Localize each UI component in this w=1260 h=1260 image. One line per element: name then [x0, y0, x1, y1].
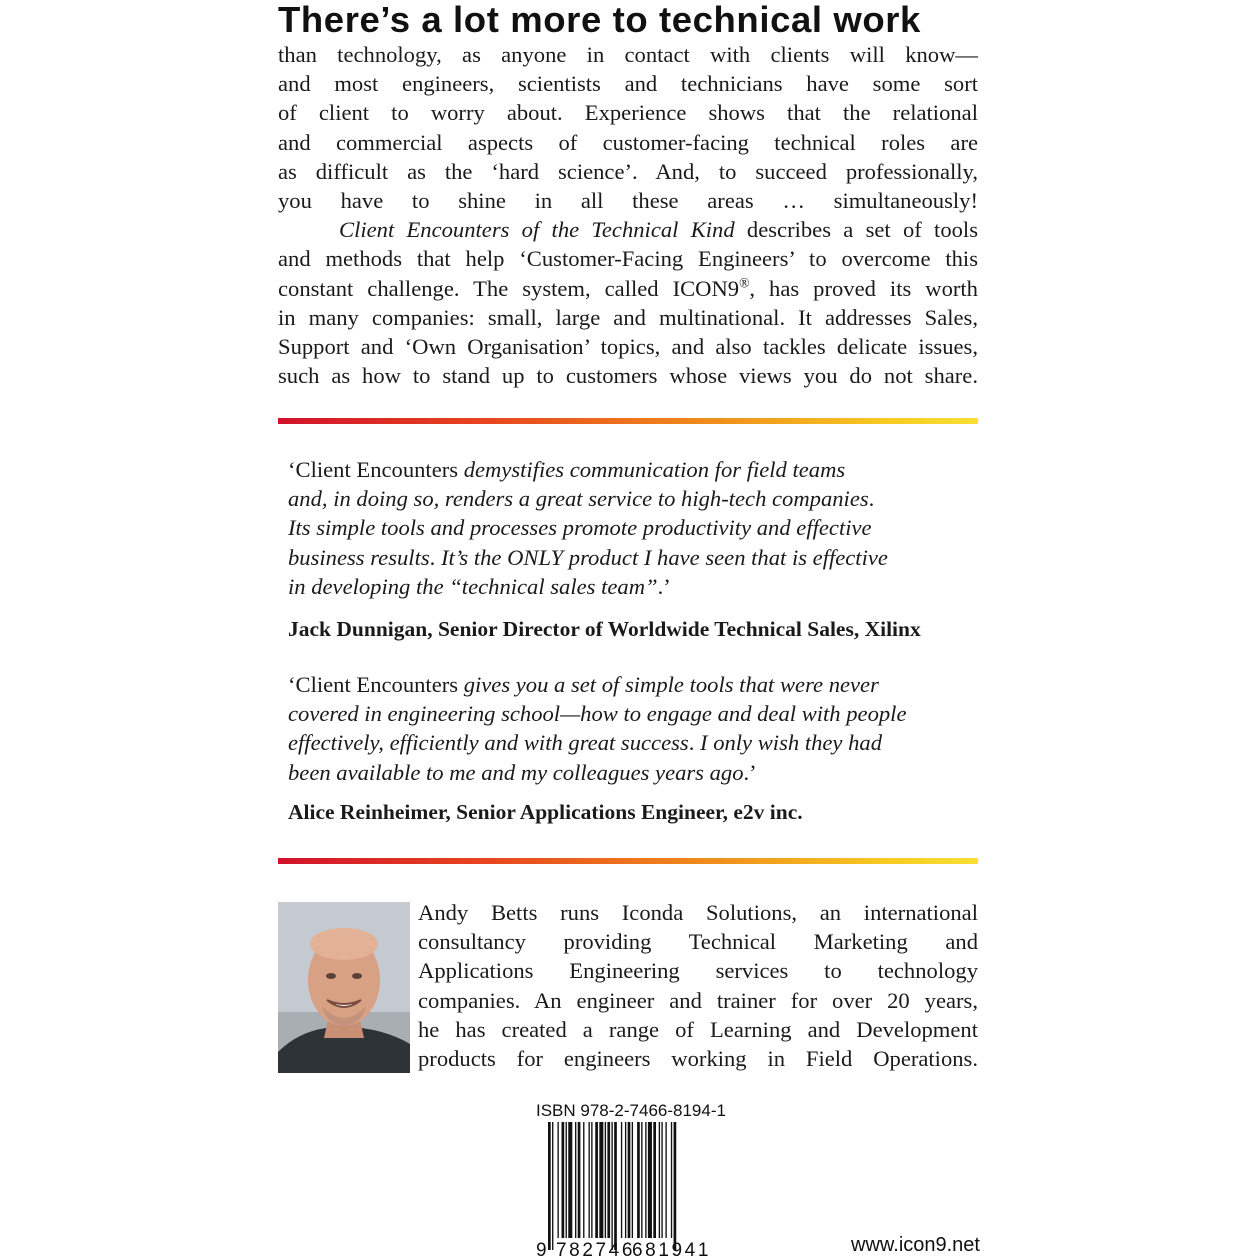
- testimonial-attribution-1: Jack Dunnigan, Senior Director of Worldwide Technical Sales, Xilinx: [288, 617, 921, 641]
- intro-text-run: describes a set of tools: [734, 217, 978, 243]
- intro-text-run: constant challenge. The system, called ICON9: [278, 275, 740, 301]
- barcode-bar: [562, 1122, 565, 1238]
- bio-line: companies. An engineer and trainer for over 20 years,: [418, 987, 978, 1013]
- barcode-bar: [575, 1122, 576, 1238]
- bio-line: Applications Engineering services to technology: [418, 958, 978, 984]
- barcode-bar: [661, 1122, 662, 1238]
- intro-line: you have to shine in all these areas … simultaneously!: [278, 188, 978, 214]
- headline: There’s a lot more to technical work: [278, 0, 921, 40]
- quote-punct: .: [429, 544, 436, 570]
- author-photo-illustration: [278, 902, 410, 1073]
- barcode-bar: [671, 1122, 672, 1238]
- intro-text: [278, 40, 978, 390]
- quote-open: ‘Client Encounters: [288, 672, 464, 697]
- gradient-rule-bottom: [278, 858, 978, 864]
- barcode-bar: [611, 1122, 612, 1250]
- quote-line: [288, 484, 978, 513]
- intro-line: and methods that help ‘Customer-Facing Engineers’ to overcome this: [278, 246, 978, 272]
- barcode-bar: [653, 1122, 656, 1238]
- quote-line: [288, 728, 978, 757]
- website-url: www.icon9.net: [851, 1234, 980, 1256]
- author-bio: [418, 898, 978, 1073]
- barcode-bar: [607, 1122, 610, 1238]
- bio-line: products for engineers working in Field Operations.: [418, 1046, 978, 1072]
- quote-open: ‘Client Encounters: [288, 457, 464, 482]
- intro-line: and most engineers, scientists and technicians have some sort: [278, 71, 978, 97]
- quote-text: covered in engineering school—how to engage and deal with people: [288, 701, 907, 727]
- barcode-bar: [665, 1122, 666, 1238]
- quote-text: demystifies communication for field teams: [463, 457, 846, 482]
- quote-punct: .: [688, 730, 695, 756]
- intro-line: and commercial aspects of customer-facing technical roles are: [278, 129, 978, 155]
- intro-line: [278, 215, 978, 244]
- barcode-bar: [648, 1122, 652, 1238]
- barcode-bar: [674, 1122, 677, 1250]
- bio-line: Andy Betts runs Iconda Solutions, an international: [418, 900, 978, 925]
- isbn-barcode: [534, 1122, 714, 1260]
- intro-line: as difficult as the ‘hard science’. And, to succeed professionally,: [278, 158, 978, 184]
- barcode-bar: [568, 1122, 572, 1238]
- quote-text: and, in doing so, renders a great service to high-tech companies: [288, 486, 869, 512]
- barcode-bars: [548, 1122, 676, 1250]
- quote-line: [288, 455, 978, 484]
- intro-line: such as how to stand up to customers whose views you do not share.: [278, 363, 978, 389]
- barcode-bar: [566, 1122, 567, 1238]
- barcode-bar: [548, 1122, 551, 1250]
- quote-line: [288, 513, 978, 542]
- quote-text: It’s the ONLY product I have seen that is effective: [440, 544, 888, 570]
- barcode-digits-right: 681941: [632, 1240, 712, 1260]
- quote-punct: .’: [657, 573, 671, 599]
- intro-line: in many companies: small, large and multinational. It addresses Sales,: [278, 304, 978, 330]
- quote-line: [288, 543, 978, 572]
- testimonial-quote-1: [288, 455, 978, 601]
- barcode-bar: [637, 1122, 640, 1238]
- bio-line: consultancy providing Technical Marketing and: [418, 929, 978, 955]
- barcode-bar: [578, 1122, 581, 1238]
- quote-line: [288, 758, 978, 787]
- barcode-digits-left: 782746: [556, 1240, 636, 1260]
- barcode-bar: [599, 1122, 603, 1238]
- quote-text: been available to me and my colleagues years ago: [288, 759, 744, 785]
- quote-text: business results: [288, 544, 430, 570]
- book-title: Client Encounters of the Technical Kind: [339, 217, 735, 243]
- testimonial-quote-2: [288, 670, 978, 787]
- barcode-bar: [557, 1122, 558, 1238]
- barcode-bar: [641, 1122, 642, 1238]
- barcode-bar: [614, 1122, 617, 1250]
- registered-mark: ®: [739, 275, 750, 291]
- barcode-bar: [625, 1122, 626, 1238]
- barcode-bar: [552, 1122, 553, 1250]
- quote-text: in developing the “technical sales team”: [288, 573, 658, 599]
- barcode-bar: [595, 1122, 598, 1238]
- intro-line: [278, 274, 978, 303]
- bio-line: he has created a range of Learning and Development: [418, 1016, 978, 1042]
- barcode-bar: [659, 1122, 660, 1238]
- quote-punct: .’: [743, 759, 757, 785]
- barcode-bar: [645, 1122, 646, 1238]
- barcode-bar: [621, 1122, 622, 1238]
- gradient-rule-top: [278, 418, 978, 424]
- quote-punct: .: [868, 486, 875, 512]
- quote-text: I only wish they had: [700, 730, 882, 756]
- barcode-bar: [605, 1122, 606, 1238]
- barcode-bar: [632, 1122, 633, 1238]
- author-photo: [278, 902, 410, 1073]
- quote-line: [288, 670, 978, 699]
- intro-text-run: , has proved its worth: [749, 275, 978, 301]
- barcode-bar: [628, 1122, 631, 1238]
- quote-line: [288, 699, 978, 728]
- barcode-bar: [591, 1122, 592, 1238]
- intro-line: of client to worry about. Experience shows that the relational: [278, 100, 978, 126]
- quote-text: effectively, efficiently and with great success: [288, 730, 689, 756]
- intro-line: Support and ‘Own Organisation’ topics, and also tackles delicate issues,: [278, 334, 978, 360]
- quote-text: gives you a set of simple tools that were never: [463, 672, 879, 697]
- barcode-digit-lead: 9: [536, 1240, 547, 1260]
- intro-line: than technology, as anyone in contact with clients will know—: [278, 42, 978, 67]
- isbn-label: ISBN 978-2-7466-8194-1: [536, 1101, 726, 1120]
- testimonial-attribution-2: Alice Reinheimer, Senior Applications Engineer, e2v inc.: [288, 800, 803, 824]
- barcode-bar: [589, 1122, 590, 1238]
- quote-text: Its simple tools and processes promote productivity and effective: [288, 515, 872, 541]
- quote-line: [288, 572, 978, 601]
- barcode-bar: [583, 1122, 584, 1238]
